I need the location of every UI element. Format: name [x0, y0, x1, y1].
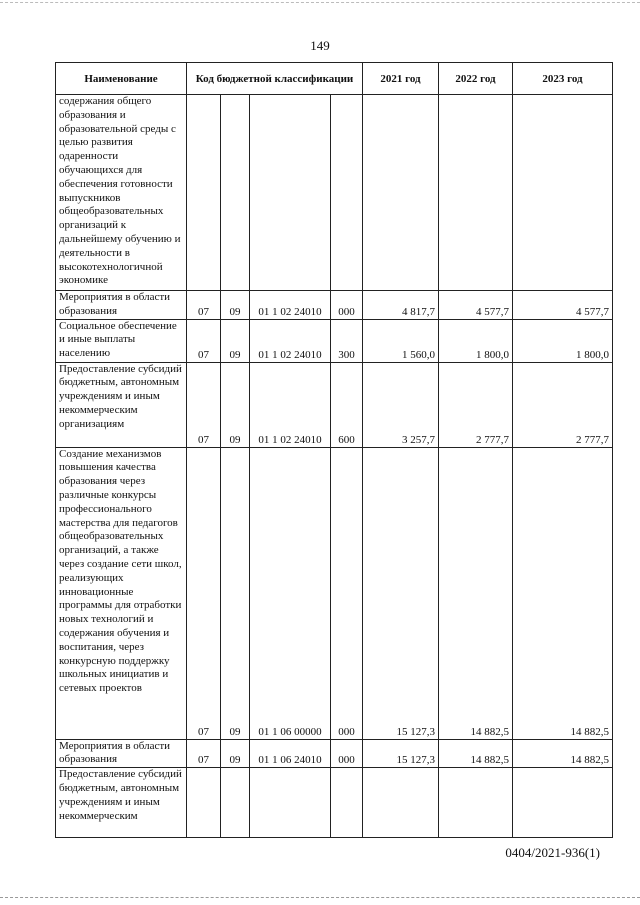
row-2021 — [363, 95, 439, 291]
row-2022 — [439, 95, 513, 291]
row-expense-type: 000 — [331, 291, 363, 320]
row-expense-type: 600 — [331, 362, 363, 447]
row-target-article — [250, 768, 331, 838]
header-2022: 2022 год — [439, 63, 513, 95]
row-2023: 4 577,7 — [513, 291, 613, 320]
row-section: 07 — [187, 291, 221, 320]
row-2021: 3 257,7 — [363, 362, 439, 447]
row-name: содержания общего образования и образовательной среды с целью развития одаренности обучающихся для обеспечения готовности выпускников общеобразовательных организаций к дальнейшему обучению и деятельности в высокотехнологичной экономике — [56, 95, 187, 291]
row-2023: 1 800,0 — [513, 319, 613, 362]
row-2021: 15 127,3 — [363, 447, 439, 739]
header-2023: 2023 год — [513, 63, 613, 95]
row-subsection: 09 — [221, 447, 250, 739]
scan-top-edge — [0, 2, 640, 3]
table-row — [56, 768, 613, 838]
row-target-article: 01 1 06 24010 — [250, 739, 331, 768]
row-target-article: 01 1 02 24010 — [250, 291, 331, 320]
row-2023: 14 882,5 — [513, 447, 613, 739]
row-expense-type — [331, 95, 363, 291]
row-target-article: 01 1 06 00000 — [250, 447, 331, 739]
scan-bottom-edge — [0, 897, 640, 898]
row-2021: 1 560,0 — [363, 319, 439, 362]
row-expense-type: 000 — [331, 447, 363, 739]
row-subsection: 09 — [221, 319, 250, 362]
row-2022: 1 800,0 — [439, 319, 513, 362]
table-row — [56, 319, 613, 362]
row-name: Социальное обеспечение и иные выплаты населению — [56, 319, 187, 362]
row-expense-type: 300 — [331, 319, 363, 362]
row-2022: 4 577,7 — [439, 291, 513, 320]
budget-table — [55, 62, 613, 838]
row-2023: 14 882,5 — [513, 739, 613, 768]
row-subsection: 09 — [221, 291, 250, 320]
row-section — [187, 95, 221, 291]
table-row — [56, 739, 613, 768]
table-row — [56, 95, 613, 291]
row-subsection — [221, 768, 250, 838]
row-target-article: 01 1 02 24010 — [250, 319, 331, 362]
row-expense-type: 000 — [331, 739, 363, 768]
row-2022 — [439, 768, 513, 838]
header-code: Код бюджетной классификации — [187, 63, 363, 95]
row-target-article — [250, 95, 331, 291]
row-section: 07 — [187, 739, 221, 768]
row-name: Мероприятия в области образования — [56, 739, 187, 768]
header-name: Наименование — [56, 63, 187, 95]
row-2023 — [513, 768, 613, 838]
row-section: 07 — [187, 447, 221, 739]
row-subsection — [221, 95, 250, 291]
row-2023: 2 777,7 — [513, 362, 613, 447]
table-row — [56, 447, 613, 739]
row-expense-type — [331, 768, 363, 838]
document-reference: 0404/2021-936(1) — [505, 845, 600, 860]
row-subsection: 09 — [221, 739, 250, 768]
row-2022: 14 882,5 — [439, 447, 513, 739]
row-2023 — [513, 95, 613, 291]
row-name: Мероприятия в области образования — [56, 291, 187, 320]
row-2021: 15 127,3 — [363, 739, 439, 768]
row-target-article: 01 1 02 24010 — [250, 362, 331, 447]
row-2021: 4 817,7 — [363, 291, 439, 320]
table-row — [56, 291, 613, 320]
row-2022: 2 777,7 — [439, 362, 513, 447]
header-2021: 2021 год — [363, 63, 439, 95]
row-2021 — [363, 768, 439, 838]
row-name: Создание механизмов повышения качества образования через различные конкурсы профессионального мастерства для педагогов общеобразовательных организаций, а также через создание сети школ, реализующих инновационные программы для отработки новых технологий и содержания обучения и воспитания, через конкурсную поддержку школьных инициатив и сетевых проектов — [56, 447, 187, 739]
row-section — [187, 768, 221, 838]
row-name: Предоставление субсидий бюджетным, автономным учреждениям и иным некоммерческим организациям — [56, 362, 187, 447]
row-subsection: 09 — [221, 362, 250, 447]
row-section: 07 — [187, 319, 221, 362]
page-number: 149 — [310, 38, 330, 53]
row-name: Предоставление субсидий бюджетным, автономным учреждениям и иным некоммерческим — [56, 768, 187, 838]
table-header-row — [56, 63, 613, 95]
row-2022: 14 882,5 — [439, 739, 513, 768]
row-section: 07 — [187, 362, 221, 447]
table-row — [56, 362, 613, 447]
